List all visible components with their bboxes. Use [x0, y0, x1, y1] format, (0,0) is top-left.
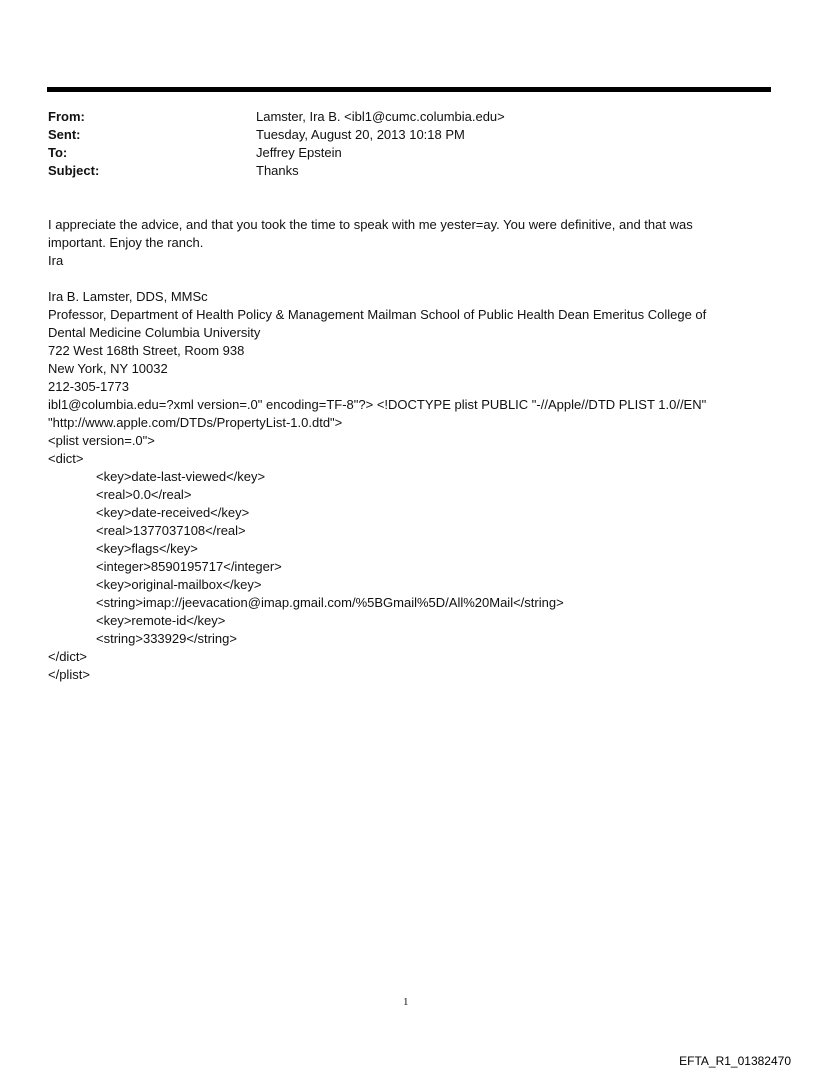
- document-id: EFTA_R1_01382470: [679, 1054, 791, 1068]
- email-body: [48, 216, 748, 684]
- header-divider: [47, 87, 771, 92]
- subject-value: Thanks: [256, 163, 299, 178]
- sent-row: [48, 126, 748, 144]
- subject-label: Subject:: [48, 163, 100, 178]
- to-value: Jeffrey Epstein: [256, 145, 342, 160]
- dict-entry: <real>0.0</real>: [96, 487, 192, 502]
- to-row: [48, 144, 748, 162]
- dict-open: <dict>: [48, 451, 84, 466]
- email-header: [48, 108, 748, 180]
- subject-row: [48, 162, 748, 180]
- message-line: important. Enjoy the ranch.: [48, 235, 204, 250]
- dict-entry: <integer>8590195717</integer>: [96, 559, 282, 574]
- dict-entry: <key>flags</key>: [96, 541, 198, 556]
- page-number: 1: [403, 996, 409, 1008]
- to-label: To:: [48, 145, 68, 160]
- dict-entry: <key>date-last-viewed</key>: [96, 469, 266, 484]
- sign-off: Ira: [48, 253, 64, 268]
- signature-title: Dental Medicine Columbia University: [48, 325, 261, 340]
- dict-entry: <string>imap://jeevacation@imap.gmail.com/%5BGmail%5D/All%20Mail</string>: [96, 595, 564, 610]
- plist-open: <plist version=.0">: [48, 433, 155, 448]
- plist-header: "http://www.apple.com/DTDs/PropertyList-1.0.dtd">: [48, 415, 343, 430]
- from-label: From:: [48, 109, 85, 124]
- dict-close: </dict>: [48, 649, 88, 664]
- signature-title: Professor, Department of Health Policy & Management Mailman School of Public Health Dean Emeritus College of: [48, 307, 707, 322]
- sent-label: Sent:: [48, 127, 81, 142]
- message-line: I appreciate the advice, and that you took the time to speak with me yester=ay. You were definitive, and that was: [48, 217, 693, 232]
- sent-value: Tuesday, August 20, 2013 10:18 PM: [256, 127, 465, 142]
- dict-entry: <string>333929</string>: [96, 631, 237, 646]
- signature-address: New York, NY 10032: [48, 361, 168, 376]
- signature-name: Ira B. Lamster, DDS, MMSc: [48, 289, 208, 304]
- spacer: [48, 270, 748, 288]
- plist-header: ibl1@columbia.edu=?xml version=.0" encoding=TF-8"?> <!DOCTYPE plist PUBLIC "-//Apple//DTD PLIST 1.0//EN": [48, 397, 707, 412]
- dict-entry: <key>date-received</key>: [96, 505, 250, 520]
- signature-phone: 212-305-1773: [48, 379, 129, 394]
- dict-entry: <key>original-mailbox</key>: [96, 577, 262, 592]
- from-value: Lamster, Ira B. <ibl1@cumc.columbia.edu>: [256, 109, 505, 124]
- plist-close: </plist>: [48, 667, 90, 682]
- from-row: [48, 108, 748, 126]
- dict-entry: <real>1377037108</real>: [96, 523, 246, 538]
- dict-entry: <key>remote-id</key>: [96, 613, 226, 628]
- signature-address: 722 West 168th Street, Room 938: [48, 343, 245, 358]
